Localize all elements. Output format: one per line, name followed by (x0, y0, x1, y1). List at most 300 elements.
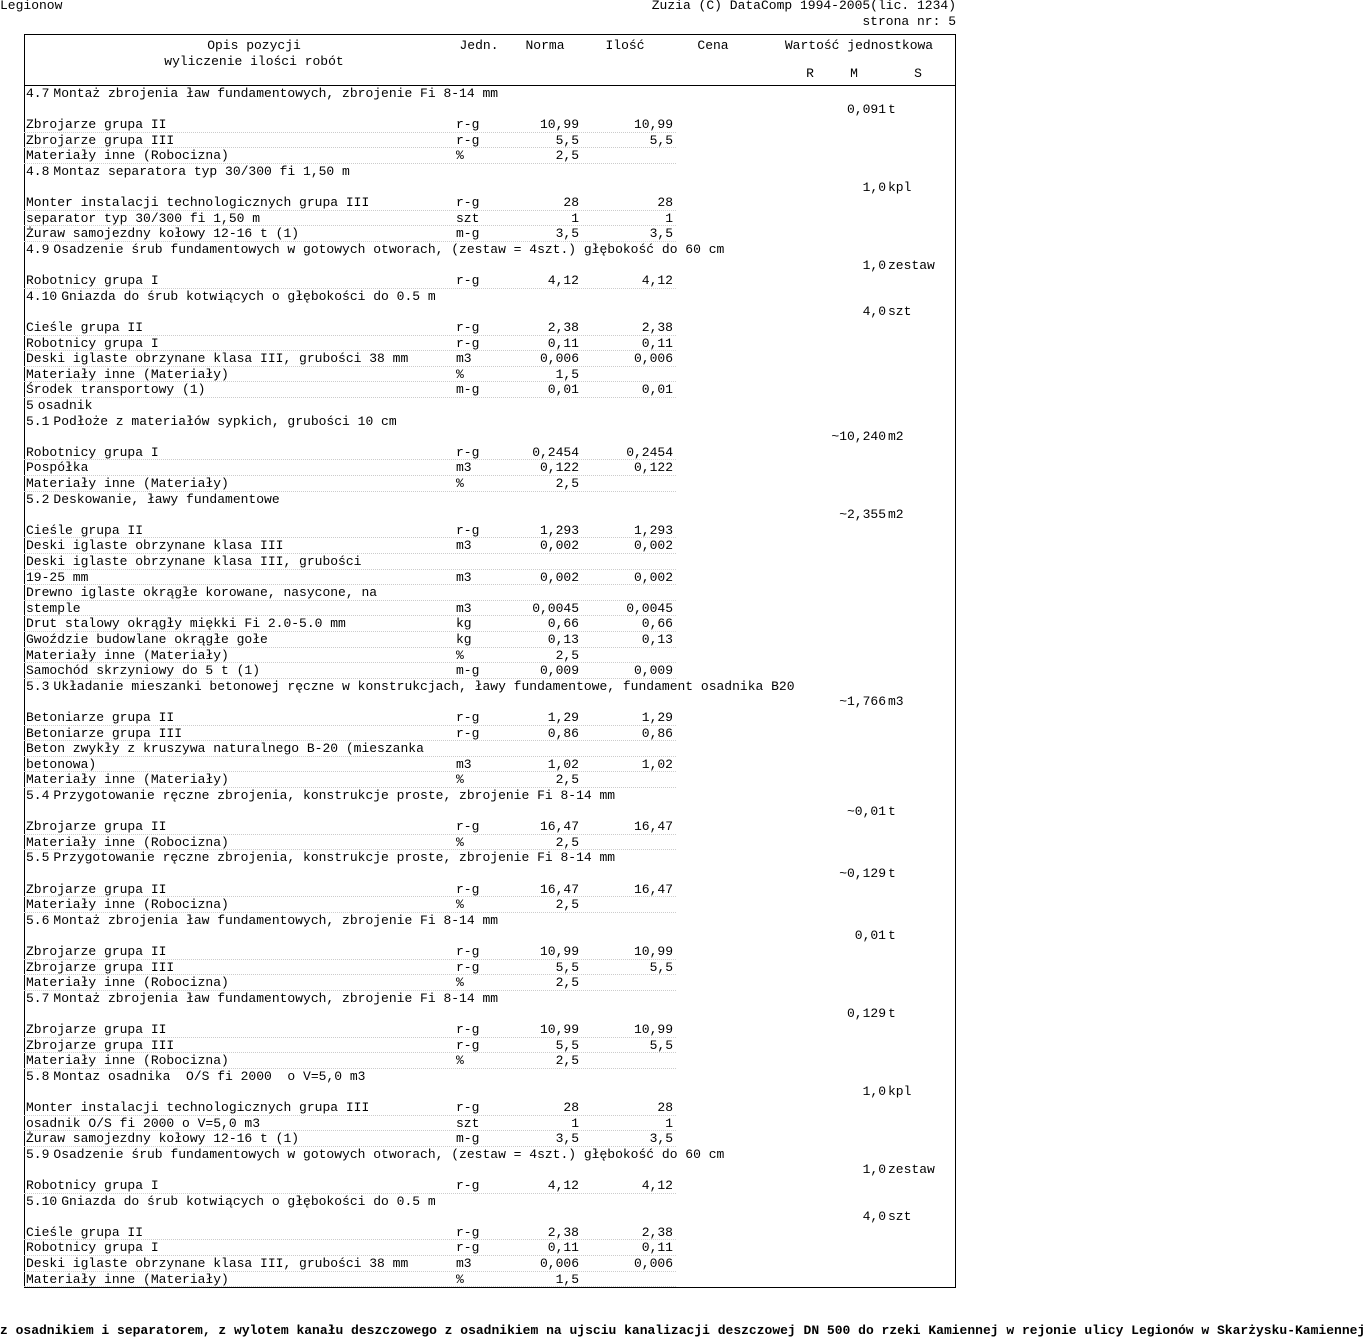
section-title (0, 850, 960, 866)
item-unit: % (456, 975, 464, 991)
section-quantity (0, 304, 960, 320)
item-ilosc: 0,11 (641, 335, 673, 351)
section-description: Osadzenie śrub fundamentowych w gotowych otworach, (zestaw = 4szt.) głębokość do 60 cm (53, 1146, 725, 1162)
item-ilosc: 0,122 (633, 460, 673, 476)
section-description: osadnik (37, 398, 93, 413)
document-header-info (652, 0, 956, 30)
item-norma: 3,5 (555, 226, 579, 242)
item-unit: r-g (456, 725, 480, 741)
item-ilosc: 5,5 (649, 1037, 673, 1053)
item-unit: kg (456, 616, 472, 632)
cost-item-row (0, 882, 960, 898)
cost-item-row (0, 944, 960, 960)
col-opis (144, 38, 364, 70)
section-title (0, 1069, 960, 1085)
section-description: Montaż zbrojenia ław fundamentowych, zbrojenie Fi 8-14 mm (53, 86, 499, 101)
item-name: Samochód skrzyniowy do 5 t (1) (26, 663, 261, 679)
section-description: Przygotowanie ręczne zbrojenia, konstrukcje proste, zbrojenie Fi 8-14 mm (53, 850, 616, 866)
item-norma: 1,5 (555, 1271, 579, 1287)
item-ilosc: 5,5 (649, 959, 673, 975)
item-norma: 1,293 (539, 522, 579, 538)
section-number: 4.8 (26, 164, 50, 179)
cost-item-row (0, 663, 960, 679)
item-name: Żuraw samojezdny kołowy 12-16 t (1) (26, 226, 300, 242)
item-name: Zbrojarze grupa III (26, 1037, 175, 1053)
item-unit: m-g (456, 1131, 480, 1147)
item-name: Cieśle grupa II (26, 320, 144, 335)
item-ilosc: 1 (665, 210, 673, 226)
item-unit: r-g (456, 710, 480, 725)
item-unit: m3 (456, 538, 472, 554)
item-ilosc: 0,006 (633, 1256, 673, 1271)
cost-item-row (0, 460, 960, 476)
item-unit: r-g (456, 273, 480, 289)
cost-item-row (0, 726, 960, 742)
item-unit: % (456, 772, 464, 788)
item-unit: m-g (456, 382, 480, 398)
item-name: Robotnicy grupa I (26, 1178, 159, 1193)
cost-item-row (0, 538, 960, 554)
item-unit: r-g (456, 1224, 480, 1240)
item-norma: 0,006 (539, 351, 579, 367)
cost-item-row (0, 710, 960, 726)
section-description: Gniazda do śrub kotwiących o głębokości do 0.5 m (61, 288, 436, 304)
item-unit: r-g (456, 881, 480, 897)
item-unit: m3 (456, 351, 472, 367)
item-name: Materiały inne (Robocizna) (26, 148, 229, 164)
col-m: M (850, 66, 858, 81)
cost-item-row (0, 1022, 960, 1038)
item-norma: 4,12 (547, 1178, 579, 1193)
item-name: Środek transportowy (1) (26, 382, 206, 398)
section-title (0, 1194, 960, 1210)
item-name: Deski iglaste obrzynane klasa III, grubości (26, 554, 362, 569)
section-quantity (0, 258, 960, 274)
item-name: Betoniarze grupa III (26, 725, 183, 741)
item-ilosc: 0,86 (641, 725, 673, 741)
cost-item-row (0, 336, 960, 352)
item-unit: r-g (456, 444, 480, 460)
section-title (0, 492, 960, 508)
item-ilosc: 4,12 (641, 273, 673, 289)
item-unit: kg (456, 632, 472, 647)
cost-item-row (0, 211, 960, 227)
item-unit: r-g (456, 944, 480, 959)
section-number: 5.8 (26, 1068, 50, 1084)
item-ilosc: 16,47 (633, 881, 673, 897)
item-norma: 1 (571, 1115, 579, 1131)
section-title (0, 398, 960, 414)
item-name: Zbrojarze grupa II (26, 881, 167, 897)
quantity-value: ~10,240 (831, 429, 886, 445)
item-ilosc: 10,99 (633, 1022, 673, 1037)
item-name: Materiały inne (Materiały) (26, 772, 229, 788)
item-norma: 28 (563, 195, 579, 211)
col-ilosc: Ilość (605, 38, 645, 53)
item-name: Zbrojarze grupa II (26, 1022, 167, 1037)
item-unit: % (456, 148, 464, 164)
item-name: Monter instalacji technologicznych grupa III (26, 1100, 370, 1115)
cost-item-row (0, 1116, 960, 1132)
quantity-value: 4,0 (862, 304, 886, 320)
cost-item-row (0, 148, 960, 164)
item-norma: 10,99 (539, 1022, 579, 1037)
item-ilosc: 3,5 (649, 226, 673, 242)
item-name: Materiały inne (Robocizna) (26, 897, 229, 913)
section-number: 5.7 (26, 990, 50, 1006)
quantity-value: 1,0 (862, 257, 886, 273)
item-name: Cieśle grupa II (26, 522, 144, 538)
item-norma: 2,38 (547, 320, 579, 335)
section-description: Montaż zbrojenia ław fundamentowych, zbrojenie Fi 8-14 mm (53, 990, 499, 1006)
quantity-value: 1,0 (862, 1084, 886, 1100)
section-title (0, 414, 960, 430)
section-title (0, 164, 960, 180)
cost-item-row (0, 757, 960, 773)
section-description: Układanie mieszanki betonowej ręczne w konstrukcjach, ławy fundamentowe, fundament osadnika B20 (53, 678, 795, 694)
cost-item-row (0, 1053, 960, 1069)
item-name: betonowa) (26, 756, 97, 772)
cost-item-row (0, 648, 960, 664)
col-r: R (806, 66, 814, 81)
quantity-unit: m2 (888, 507, 904, 523)
item-name: Materiały inne (Robocizna) (26, 1053, 229, 1069)
item-norma: 2,38 (547, 1224, 579, 1240)
quantity-value: 1,0 (862, 179, 886, 195)
item-ilosc: 1,29 (641, 710, 673, 725)
cost-item-row (0, 320, 960, 336)
item-norma: 10,99 (539, 117, 579, 133)
item-name: Materiały inne (Robocizna) (26, 834, 229, 850)
item-unit: r-g (456, 1240, 480, 1256)
cost-item-row (0, 1225, 960, 1241)
item-unit: r-g (456, 1100, 480, 1115)
cost-item-row (0, 819, 960, 835)
cost-item-row (0, 975, 960, 991)
item-norma: 2,5 (555, 772, 579, 788)
quantity-value: ~1,766 (839, 694, 886, 710)
cost-item-row (0, 382, 960, 398)
row-rule (24, 1286, 676, 1287)
item-name: Robotnicy grupa I (26, 1240, 159, 1256)
item-unit: % (456, 476, 464, 491)
item-ilosc: 5,5 (649, 132, 673, 148)
section-number: 5.9 (26, 1146, 50, 1162)
item-norma: 0,002 (539, 538, 579, 554)
item-norma: 2,5 (555, 834, 579, 850)
section-title (0, 991, 960, 1007)
section-quantity (0, 1084, 960, 1100)
item-ilosc: 28 (657, 195, 673, 211)
item-name: Deski iglaste obrzynane klasa III, grubości 38 mm (26, 1256, 409, 1271)
item-name: Drut stalowy okrągły miękki Fi 2.0-5.0 mm (26, 616, 346, 632)
cost-item-row (0, 351, 960, 367)
col-cena: Cena (697, 38, 729, 53)
quantity-unit: m3 (888, 694, 904, 710)
item-name: Materiały inne (Robocizna) (26, 975, 229, 991)
cost-item-row (0, 585, 960, 601)
item-name: Zbrojarze grupa III (26, 132, 175, 148)
item-norma: 2,5 (555, 476, 579, 491)
item-unit: r-g (456, 320, 480, 335)
cost-item-row (0, 445, 960, 461)
section-description: Osadzenie śrub fundamentowych w gotowych otworach, (zestaw = 4szt.) głębokość do 60 cm (53, 242, 725, 257)
section-quantity (0, 429, 960, 445)
section-quantity (0, 507, 960, 523)
item-norma: 0,009 (539, 663, 579, 679)
section-number: 5.2 (26, 491, 50, 507)
col-s: S (914, 66, 922, 81)
item-norma: 4,12 (547, 273, 579, 289)
quantity-unit: t (888, 1006, 896, 1022)
section-number: 5.6 (26, 912, 50, 928)
quantity-value: ~0,129 (839, 866, 886, 881)
section-quantity (0, 180, 960, 196)
item-name: Zbrojarze grupa II (26, 944, 167, 959)
item-name: Drewno iglaste okrągłe korowane, nasycone, na (26, 585, 378, 601)
document-footer: z osadnikiem i separatorem, z wylotem kanału deszczowego z osadnikiem na ujsciu kanalizacji deszczowej DN 500 do rzeki Kamiennej w rejonie ulicy Legionów w Skarżysku-Kamiennej (0, 1323, 1365, 1338)
item-name: Żuraw samojezdny kołowy 12-16 t (1) (26, 1131, 300, 1147)
cost-item-row (0, 273, 960, 289)
cost-item-row (0, 367, 960, 383)
item-name: Gwoździe budowlane okrągłe gołe (26, 632, 268, 647)
item-name: Betoniarze grupa II (26, 710, 175, 725)
cost-item-row (0, 117, 960, 133)
quantity-value: 0,091 (846, 101, 886, 117)
section-title (0, 788, 960, 804)
quantity-value: ~0,01 (846, 803, 886, 819)
item-ilosc: 0,11 (641, 1240, 673, 1256)
section-number: 4.7 (26, 86, 50, 101)
item-unit: szt (456, 1115, 480, 1131)
section-number: 4.10 (26, 288, 58, 304)
quantity-unit: m2 (888, 429, 904, 445)
item-norma: 0,66 (547, 616, 579, 632)
section-number: 4.9 (26, 242, 50, 257)
item-name: Materiały inne (Materiały) (26, 647, 229, 663)
item-ilosc: 0,002 (633, 569, 673, 585)
item-ilosc: 1 (665, 1115, 673, 1131)
item-ilosc: 0,002 (633, 538, 673, 554)
cost-item-row (0, 741, 960, 757)
item-ilosc: 2,38 (641, 320, 673, 335)
quantity-unit: t (888, 803, 896, 819)
cost-item-row (0, 616, 960, 632)
cost-item-row (0, 772, 960, 788)
quantity-unit: zestaw (888, 1162, 935, 1178)
item-norma: 0,122 (539, 460, 579, 476)
item-norma: 0,11 (547, 1240, 579, 1256)
section-title (0, 289, 960, 305)
item-norma: 2,5 (555, 148, 579, 164)
cost-item-row (0, 570, 960, 586)
document-location: Legionow (0, 0, 63, 13)
item-ilosc: 0,009 (633, 663, 673, 679)
section-quantity (0, 1006, 960, 1022)
software-credit: Zuzia (C) DataComp 1994-2005(lic. 1234) (651, 0, 956, 13)
item-norma: 5,5 (555, 959, 579, 975)
item-unit: m3 (456, 1256, 472, 1271)
item-name: Beton zwykły z kruszywa naturalnego B-20 (mieszanka (26, 741, 424, 757)
cost-item-row (0, 897, 960, 913)
item-name: Deski iglaste obrzynane klasa III, grubości 38 mm (26, 351, 409, 367)
quantity-unit: t (888, 866, 896, 881)
item-name: osadnik O/S fi 2000 o V=5,0 m3 (26, 1115, 261, 1131)
section-quantity (0, 928, 960, 944)
section-title (0, 86, 960, 102)
item-name: stemple (26, 600, 81, 616)
item-norma: 0,006 (539, 1256, 579, 1271)
item-unit: r-g (456, 117, 480, 133)
section-quantity (0, 1162, 960, 1178)
cost-item-row (0, 835, 960, 851)
section-quantity (0, 1209, 960, 1225)
item-norma: 0,11 (547, 335, 579, 351)
section-number: 5.4 (26, 788, 50, 803)
item-norma: 0,002 (539, 569, 579, 585)
quantity-value: 4,0 (862, 1209, 886, 1225)
item-norma: 1,02 (547, 756, 579, 772)
item-unit: r-g (456, 1178, 480, 1193)
quantity-value: ~2,355 (839, 507, 886, 523)
col-norma: Norma (525, 38, 565, 53)
item-name: Deski iglaste obrzynane klasa III (26, 538, 284, 554)
item-name: separator typ 30/300 fi 1,50 m (26, 210, 261, 226)
item-ilosc: 0,0045 (626, 600, 673, 616)
item-unit: r-g (456, 819, 480, 835)
item-unit: m3 (456, 600, 472, 616)
item-ilosc: 4,12 (641, 1178, 673, 1193)
item-norma: 16,47 (539, 819, 579, 835)
item-unit: m3 (456, 569, 472, 585)
item-name: Zbrojarze grupa II (26, 117, 167, 133)
item-ilosc: 28 (657, 1100, 673, 1115)
item-ilosc: 1,02 (641, 756, 673, 772)
section-description: Gniazda do śrub kotwiących o głębokości do 0.5 m (61, 1193, 436, 1209)
cost-item-row (0, 1178, 960, 1194)
quantity-unit: kpl (888, 179, 912, 195)
item-norma: 1 (571, 210, 579, 226)
quantity-unit: t (888, 101, 896, 117)
section-description: Montaż zbrojenia ław fundamentowych, zbrojenie Fi 8-14 mm (53, 912, 499, 928)
item-unit: % (456, 366, 464, 382)
section-quantity (0, 804, 960, 820)
item-name: Pospółka (26, 460, 89, 476)
item-ilosc: 0,01 (641, 382, 673, 398)
section-title (0, 1147, 960, 1163)
item-unit: r-g (456, 1022, 480, 1037)
section-title (0, 679, 960, 695)
item-unit: m-g (456, 663, 480, 679)
item-unit: % (456, 647, 464, 663)
section-number: 5.3 (26, 678, 50, 694)
cost-item-row (0, 1272, 960, 1288)
section-number: 5 (26, 398, 34, 413)
item-ilosc: 0,006 (633, 351, 673, 367)
item-norma: 1,29 (547, 710, 579, 725)
item-unit: m-g (456, 226, 480, 242)
item-ilosc: 2,38 (641, 1224, 673, 1240)
item-name: Materiały inne (Materiały) (26, 476, 229, 491)
cost-item-row (0, 960, 960, 976)
item-unit: szt (456, 210, 480, 226)
cost-item-row (0, 1100, 960, 1116)
item-ilosc: 10,99 (633, 944, 673, 959)
section-number: 5.5 (26, 850, 50, 866)
item-norma: 5,5 (555, 132, 579, 148)
section-quantity (0, 102, 960, 118)
section-description: Przygotowanie ręczne zbrojenia, konstrukcje proste, zbrojenie Fi 8-14 mm (53, 788, 616, 803)
item-name: 19-25 mm (26, 569, 89, 585)
item-unit: % (456, 1271, 464, 1287)
item-norma: 2,5 (555, 647, 579, 663)
item-unit: r-g (456, 195, 480, 211)
section-quantity (0, 866, 960, 882)
section-description: Podłoże z materiałów sypkich, grubości 10 cm (53, 413, 397, 429)
col-wyliczenie-label: wyliczenie ilości robót (164, 54, 344, 69)
item-name: Cieśle grupa II (26, 1224, 144, 1240)
item-norma: 1,5 (555, 366, 579, 382)
item-norma: 28 (563, 1100, 579, 1115)
item-norma: 5,5 (555, 1037, 579, 1053)
item-norma: 0,13 (547, 632, 579, 647)
item-norma: 0,01 (547, 382, 579, 398)
item-ilosc: 0,66 (641, 616, 673, 632)
cost-item-row (0, 226, 960, 242)
col-jedn: Jedn. (459, 38, 499, 53)
cost-item-row (0, 632, 960, 648)
quantity-unit: szt (888, 304, 912, 320)
item-ilosc: 1,293 (633, 522, 673, 538)
cost-item-row (0, 476, 960, 492)
item-ilosc: 16,47 (633, 819, 673, 835)
item-norma: 0,0045 (532, 600, 579, 616)
item-unit: r-g (456, 959, 480, 975)
cost-item-row (0, 554, 960, 570)
col-opis-label: Opis pozycji (207, 38, 301, 53)
item-unit: % (456, 834, 464, 850)
item-norma: 16,47 (539, 881, 579, 897)
table-header (24, 34, 956, 86)
section-description: Montaz osadnika O/S fi 2000 o V=5,0 m3 (53, 1068, 366, 1084)
item-name: Robotnicy grupa I (26, 444, 159, 460)
item-ilosc: 10,99 (633, 117, 673, 133)
cost-item-row (0, 195, 960, 211)
item-name: Robotnicy grupa I (26, 335, 159, 351)
section-number: 5.1 (26, 413, 50, 429)
item-unit: r-g (456, 1037, 480, 1053)
item-name: Zbrojarze grupa III (26, 959, 175, 975)
cost-item-row (0, 1256, 960, 1272)
quantity-value: 0,129 (846, 1006, 886, 1022)
quantity-value: 1,0 (862, 1162, 886, 1178)
item-unit: r-g (456, 522, 480, 538)
item-ilosc: 0,13 (641, 632, 673, 647)
col-wartosc: Wartość jednostkowa (784, 38, 934, 53)
section-number: 5.10 (26, 1193, 58, 1209)
page-number: strona nr: 5 (862, 14, 956, 29)
item-name: Robotnicy grupa I (26, 273, 159, 289)
section-description: Montaz separatora typ 30/300 fi 1,50 m (53, 164, 350, 179)
quantity-unit: szt (888, 1209, 912, 1225)
item-norma: 0,86 (547, 725, 579, 741)
quantity-unit: t (888, 928, 896, 944)
item-norma: 3,5 (555, 1131, 579, 1147)
item-ilosc: 3,5 (649, 1131, 673, 1147)
item-norma: 2,5 (555, 897, 579, 913)
item-unit: % (456, 897, 464, 913)
quantity-unit: zestaw (888, 257, 935, 273)
